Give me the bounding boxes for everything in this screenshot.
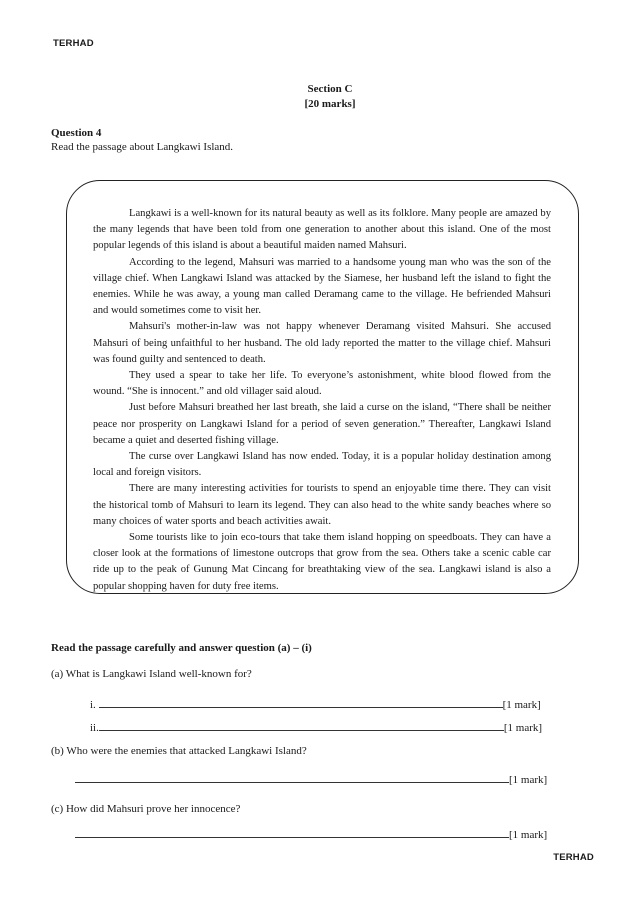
passage-paragraph: There are many interesting activities for tourists to spend an enjoyable time there. They can visit the historical tomb of Mahsuri to learn its legend. They can also head to the white sandy beaches where so many choices of water sports and beach activities await. (93, 483, 551, 527)
question-b: (b) Who were the enemies that attacked Langkawi Island? (51, 745, 307, 757)
question-instruction: Read the passage about Langkawi Island. (51, 141, 234, 153)
passage-paragraph: Some tourists like to join eco-tours that take them island hopping on speedboats. They can have a closer look at the formations of limestone outcrops that grow from the sea. Others take a scenic cable car ride up to the peak of Gunung Mat Cincang for breathtaking view of the sea. Langkawi island is also a popular shopping haven for duty free items. (93, 532, 551, 592)
answer-line-a-ii (90, 720, 542, 734)
answer-line-c (75, 827, 547, 841)
passage-paragraph: They used a spear to take her life. To everyone’s astonishment, white blood flowed from the wound. “She is innocent.” and old villager said aloud. (93, 370, 551, 398)
section-marks: [20 marks] (304, 98, 356, 110)
passage-text (93, 206, 551, 594)
mark-label: [1 mark] (509, 829, 548, 841)
mark-label: [1 mark] (502, 699, 541, 711)
passage-paragraph: Just before Mahsuri breathed her last breath, she laid a curse on the island, “There shall be neither peace nor prosperity on Langkawi Island for a period of seven generation.” Thereafter, Langkawi Island became a quiet and deserted fishing village. (93, 402, 551, 446)
question-a: (a) What is Langkawi Island well-known for? (51, 668, 252, 680)
answer-blank[interactable] (99, 697, 503, 708)
answer-blank[interactable] (75, 827, 509, 838)
passage-paragraph: Langkawi is a well-known for its natural beauty as well as its folklore. Many people are amazed by the many legends that have been told from one generation to another about this island. One of the most popular legends of this island is about a beautiful maiden named Mahsuri. (93, 208, 551, 252)
question-title: Question 4 (51, 127, 102, 139)
item-number: i. (90, 699, 96, 711)
passage-paragraph: According to the legend, Mahsuri was married to a handsome young man who was the son of the village chief. When Langkawi Island was attacked by the Siamese, her husband left the island to fight the enemies. While he was away, a young man called Deramang came to the village. He befriended Mahsuri and would sometimes come to visit her. (93, 256, 551, 317)
passage-paragraph: Mahsuri's mother-in-law was not happy whenever Deramang visited Mahsuri. She accused Mahsuri of being unfaithful to her husband. The old lady reported the matter to the village chief. Mahsuri was found guilty and sentenced to death. (93, 321, 551, 365)
section-title: Section C (307, 83, 353, 95)
header-classification: TERHAD (53, 38, 94, 49)
read-instruction: Read the passage carefully and answer question (a) – (i) (51, 642, 312, 654)
footer-classification: TERHAD (553, 852, 594, 863)
mark-label: [1 mark] (509, 774, 548, 786)
answer-line-a-i (90, 697, 541, 711)
answer-blank[interactable] (75, 772, 509, 783)
answer-line-b (75, 772, 547, 786)
mark-label: [1 mark] (503, 722, 543, 734)
item-number: ii. (90, 722, 99, 734)
passage-paragraph: The curse over Langkawi Island has now ended. Today, it is a popular holiday destination among local and foreign visitors. (93, 451, 551, 479)
passage-box (66, 180, 579, 594)
answer-blank[interactable] (99, 720, 504, 731)
question-c: (c) How did Mahsuri prove her innocence? (51, 803, 241, 815)
